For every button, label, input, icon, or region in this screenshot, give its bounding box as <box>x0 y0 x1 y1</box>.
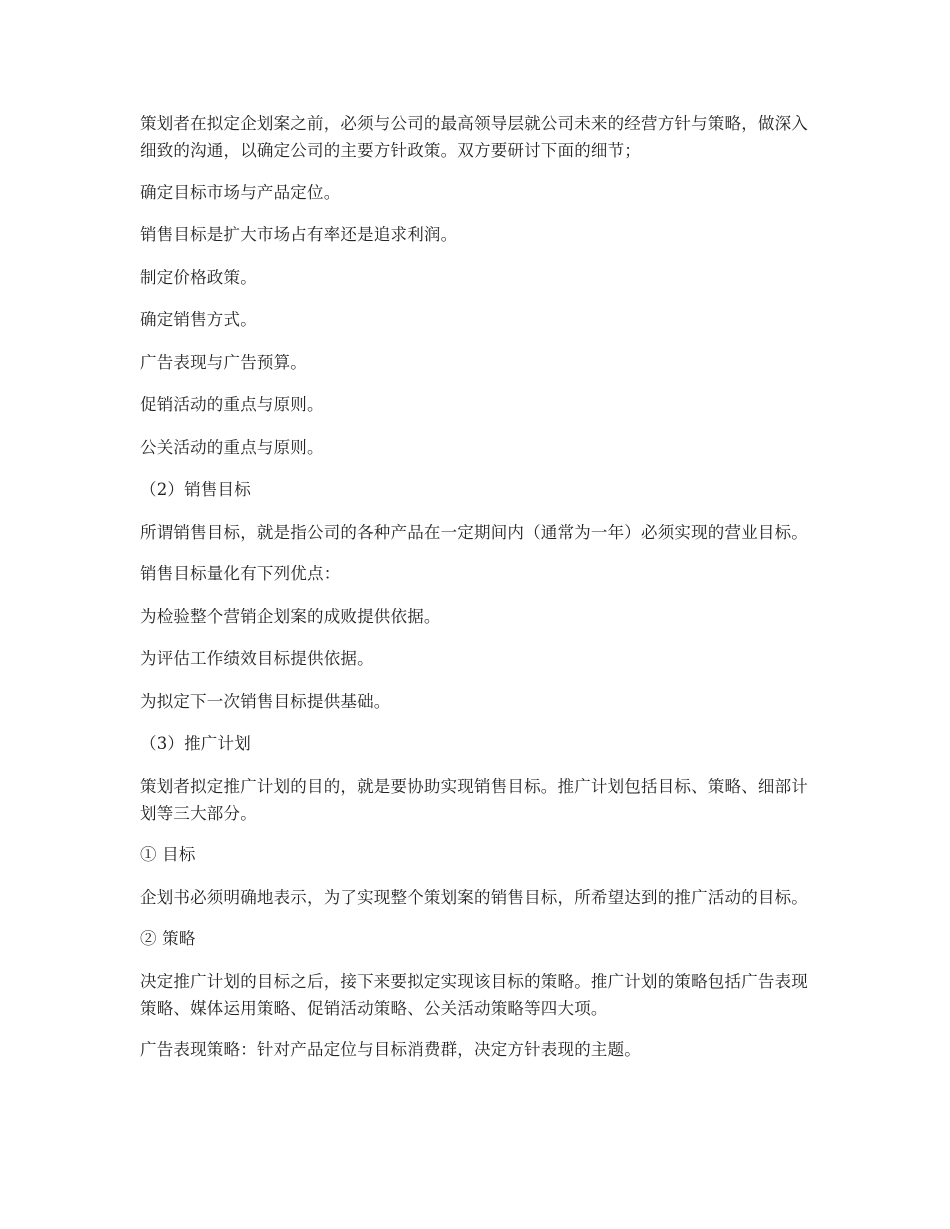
list-item-ad-budget: 广告表现与广告预算。 <box>140 352 307 372</box>
list-item-price-policy: 制定价格政策。 <box>140 267 257 287</box>
list-item-verify: 为检验整个营销企划案的成败提供依据。 <box>140 606 441 626</box>
subheading-goal: ① 目标 <box>140 845 196 864</box>
section-heading-sales-target: （2）销售目标 <box>140 480 251 499</box>
section-heading-promotion-plan: （3）推广计划 <box>140 734 251 753</box>
list-item-next-target: 为拟定下一次销售目标提供基础。 <box>140 691 391 711</box>
subheading-strategy: ② 策略 <box>140 929 196 948</box>
list-item-sales-method: 确定销售方式。 <box>140 310 257 329</box>
paragraph-promotion-plan: 策划者拟定推广计划的目的，就是要协助实现销售目标。推广计划包括目标、策略、细部计划等三大部分。 <box>140 776 808 823</box>
paragraph-strategy: 决定推广计划的目标之后，接下来要拟定实现该目标的策略。推广计划的策略包括广告表现策略、媒体运用策略、促销活动策略、公关活动策略等四大项。 <box>140 971 808 1018</box>
paragraph-ad-strategy: 广告表现策略：针对产品定位与目标消费群，决定方针表现的主题。 <box>140 1040 641 1059</box>
list-item-pr: 公关活动的重点与原则。 <box>140 437 324 457</box>
list-item-evaluate: 为评估工作绩效目标提供依据。 <box>140 649 374 668</box>
list-item-promotion: 促销活动的重点与原则。 <box>140 395 324 414</box>
list-item-sales-goal: 销售目标是扩大市场占有率还是追求利润。 <box>140 225 458 244</box>
list-item-target-market: 确定目标市场与产品定位。 <box>140 182 341 202</box>
paragraph-goal: 企划书必须明确地表示，为了实现整个策划案的销售目标，所希望达到的推广活动的目标。 <box>140 887 808 907</box>
paragraph-intro: 策划者在拟定企划案之前，必须与公司的最高领导层就公司未来的经营方针与策略，做深入细致的沟通，以确定公司的主要方针政策。双方要研讨下面的细节； <box>140 114 808 160</box>
paragraph-quantify-advantages: 销售目标量化有下列优点： <box>140 564 341 583</box>
paragraph-sales-target-definition: 所谓销售目标，就是指公司的各种产品在一定期间内（通常为一年）必须实现的营业目标。 <box>140 522 808 542</box>
document-body <box>140 110 812 1079</box>
